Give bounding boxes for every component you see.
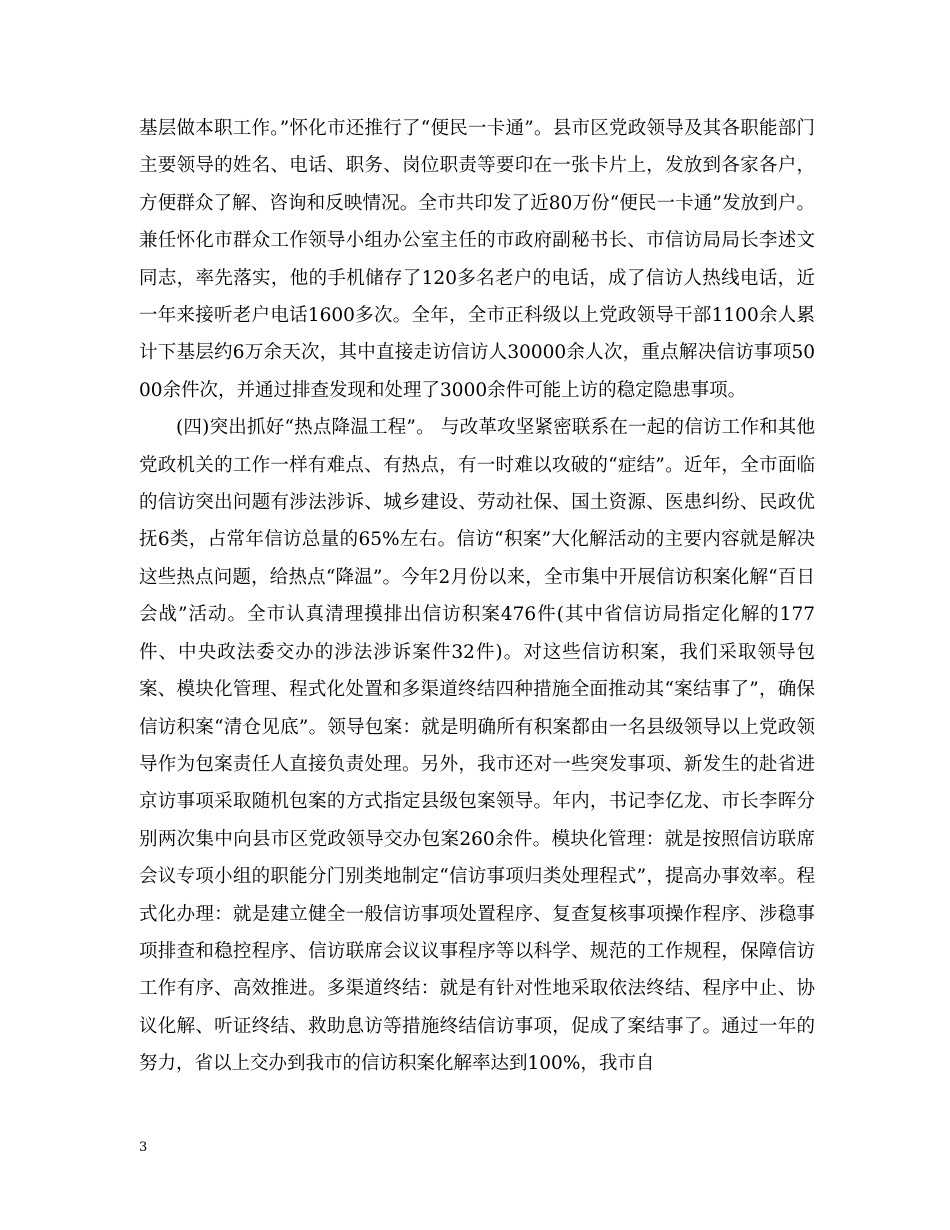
page-number: 3 [139,1140,148,1155]
paragraph-hotspot-cooling: (四)突出抓好“热点降温工程”。 与改革攻坚紧密联系在一起的信访工作和其他党政机关的工作一样有难点、有热点，有一时难以攻破的“症结”。近年，全市面临的信访突出问题有涉法涉诉、城乡建设、劳动社保、国土资源、医患纠纷、民政优抚6类，占常年信访总量的65%左右。信访“积案”大化解活动的主要内容就是解决这些热点问题，给热点“降温”。今年2月份以来，全市集中开展信访积案化解“百日会战”活动。全市认真清理摸排出信访积案476件(其中省信访局指定化解的177件、中央政法委交办的涉法涉诉案件32件)。对这些信访积案，我们采取领导包案、模块化管理、程式化处置和多渠道终结四种措施全面推动其“案结事了”，确保信访积案“清仓见底”。领导包案：就是明确所有积案都由一名县级领导以上党政领导作为包案责任人直接负责处理。另外，我市还对一些突发事项、新发生的赴省进京访事项采取随机包案的方式指定县级包案领导。年内，书记李亿龙、市长李晖分别两次集中向县市区党政领导交办包案260余件。模块化管理：就是按照信访联席会议专项小组的职能分门别类地制定“信访事项归类处理程式”，提高办事效率。程式化办理：就是建立健全一般信访事项处置程序、复查复核事项操作程序、涉稳事项排查和稳控程序、信访联席会议议事程序等以科学、规范的工作规程，保障信访工作有序、高效推进。多渠道终结：就是有针对性地采取依法终结、程序中止、协议化解、听证终结、救助息访等措施终结信访事项，促成了案结事了。通过一年的努力，省以上交办到我市的信访积案化解率达到100%，我市自 [139,417,815,1075]
paragraph-continuation: 基层做本职工作。”怀化市还推行了“便民一卡通”。县市区党政领导及其各职能部门主要领导的姓名、电话、职务、岗位职责等要印在一张卡片上，发放到各家各户，方便群众了解、咨询和反映情况。全市共印发了近80万份“便民一卡通”发放到户。兼任怀化市群众工作领导小组办公室主任的市政府副秘书长、市信访局局长李述文同志，率先落实，他的手机储存了120多名老户的电话，成了信访人热线电话，近一年来接听老户电话1600多次。全年，全市正科级以上党政领导干部1100余人累计下基层约6万余天次，其中直接走访信访人30000余人次，重点解决信访事项5000余件次，并通过排查发现和处理了3000余件可能上访的稳定隐患事项。 [139,118,815,401]
body-text [139,110,815,1083]
